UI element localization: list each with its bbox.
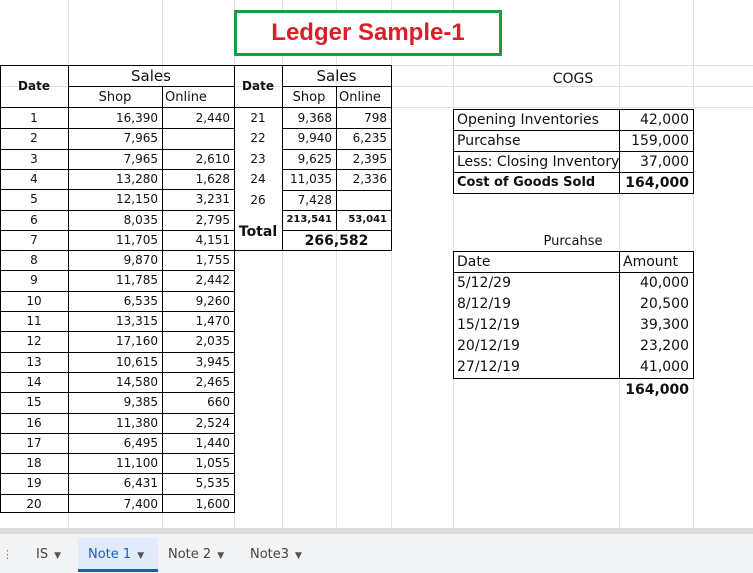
date-cell: 18 [26, 456, 42, 471]
online-cell: 660 [207, 395, 230, 410]
border-line [0, 291, 235, 292]
date-cell: 14 [26, 374, 42, 389]
date-cell: 1 [30, 111, 38, 125]
online-cell: 5,535 [195, 476, 230, 491]
online-header: Online [165, 90, 207, 105]
purchase-date: 8/12/19 [457, 296, 511, 312]
date-header: Date [18, 79, 50, 93]
shop-cell: 6,535 [123, 293, 158, 308]
shop-cell: 7,400 [123, 496, 158, 511]
shop-cell: 9,385 [123, 395, 158, 410]
border-line [0, 270, 235, 271]
date-cell: 9 [30, 273, 38, 288]
date-cell: 15 [26, 395, 42, 410]
online-cell: 2,442 [195, 273, 230, 288]
online-cell: 1,755 [195, 253, 230, 268]
cogs-label: Opening Inventories [457, 112, 599, 128]
date-cell: 10 [26, 293, 42, 308]
date-cell: 13 [26, 354, 42, 369]
tabs-menu-icon[interactable]: ⋮ [2, 548, 13, 561]
shop-cell-2: 11,035 [290, 172, 332, 187]
sales-header-2: Sales [316, 67, 357, 85]
online-cell: 1,470 [195, 314, 230, 328]
online-cell: 4,151 [195, 232, 230, 247]
border-line [0, 392, 235, 393]
shop-header-2: Shop [292, 90, 326, 105]
shop-cell: 9,870 [123, 253, 158, 268]
dropdown-arrow-icon[interactable]: ▼ [137, 551, 145, 561]
date-cell: 11 [26, 314, 42, 328]
border-line [0, 230, 235, 231]
shop-cell-2: 9,368 [297, 111, 332, 125]
shop-cell: 10,615 [116, 354, 158, 369]
purchase-amount: 41,000 [640, 359, 689, 375]
online-cell: 3,945 [195, 354, 230, 369]
purchase-amount: 20,500 [640, 296, 689, 312]
cogs-label: Purcahse [457, 133, 521, 149]
purchase-amount: 23,200 [640, 338, 689, 354]
date-cell: 3 [30, 151, 38, 166]
border-line [0, 128, 235, 129]
purchase-date: 5/12/29 [457, 275, 511, 291]
online-cell: 2,795 [195, 212, 230, 227]
border-line [0, 413, 235, 414]
date-cell: 17 [26, 435, 42, 450]
total-online: 53,041 [348, 214, 387, 225]
online-cell: 2,035 [195, 334, 230, 349]
border-line [0, 210, 235, 211]
date-header-2: Date [242, 79, 274, 93]
date-cell-2: 24 [250, 172, 266, 187]
purchase-header: Purcahse [543, 234, 603, 249]
sheet-tab-label: Note 1 [88, 547, 132, 562]
shop-cell-2: 9,625 [297, 151, 332, 166]
border-line [0, 352, 235, 353]
border-line [0, 250, 235, 251]
online-cell: 1,440 [195, 435, 230, 450]
shop-cell: 6,495 [123, 435, 158, 450]
online-cell: 1,600 [195, 496, 230, 511]
border-line [282, 169, 392, 170]
sales-header: Sales [131, 67, 171, 85]
cogs-value: 37,000 [640, 154, 689, 170]
shop-header: Shop [98, 90, 132, 105]
shop-cell: 13,280 [116, 171, 158, 186]
sheet-tab-label: Note3 [250, 547, 290, 562]
title-box [234, 10, 502, 56]
shop-cell-2: 9,940 [297, 131, 332, 146]
border-line [0, 311, 235, 312]
border-line [0, 149, 235, 150]
online-cell: 9,260 [195, 293, 230, 308]
online-cell-2: 2,395 [352, 151, 387, 166]
border-line [0, 169, 235, 170]
shop-cell: 7,965 [123, 151, 158, 166]
dropdown-arrow-icon[interactable]: ▼ [217, 551, 225, 561]
shop-cell: 6,431 [123, 476, 158, 491]
shop-cell: 12,150 [116, 192, 158, 207]
shop-cell: 11,785 [116, 273, 158, 288]
border-line [0, 372, 235, 373]
cogs-value: 42,000 [640, 112, 689, 128]
shop-cell-2: 7,428 [297, 192, 332, 207]
purchase-date: 15/12/19 [457, 317, 520, 333]
date-cell: 8 [30, 253, 38, 268]
shop-cell: 7,965 [123, 131, 158, 146]
dropdown-arrow-icon[interactable]: ▼ [54, 551, 62, 561]
date-cell-2: 23 [250, 151, 266, 166]
border-line [0, 473, 235, 474]
cogs-total-label: Cost of Goods Sold [457, 175, 596, 190]
online-cell: 1,628 [195, 171, 230, 186]
online-header-2: Online [339, 90, 381, 105]
border-line [0, 494, 235, 495]
purchase-date: 20/12/19 [457, 338, 520, 354]
sheet-title: Ledger Sample-1 [271, 19, 465, 46]
border-line [282, 128, 392, 129]
online-cell: 2,465 [195, 374, 230, 389]
shop-cell: 11,100 [116, 456, 158, 471]
purchase-date-header: Date [457, 254, 491, 270]
shop-cell: 16,390 [116, 111, 158, 125]
sheet-tab-label: Note 2 [168, 547, 212, 562]
date-cell: 7 [30, 232, 38, 247]
purchase-amount: 40,000 [640, 275, 689, 291]
date-cell-2: 22 [250, 131, 266, 146]
shop-cell: 11,380 [116, 415, 158, 430]
online-cell-2: 6,235 [352, 131, 387, 146]
purchase-date: 27/12/19 [457, 359, 520, 375]
online-cell-2: 798 [364, 111, 387, 125]
sheet-tab[interactable] [26, 538, 72, 572]
cogs-header: COGS [552, 71, 594, 87]
border-line [0, 189, 235, 190]
online-cell: 2,610 [195, 151, 230, 166]
online-cell: 2,524 [195, 415, 230, 430]
date-cell: 5 [30, 192, 38, 207]
shop-cell: 14,580 [116, 374, 158, 389]
date-cell: 12 [26, 334, 42, 349]
border-line [0, 331, 235, 332]
date-cell-2: 21 [250, 111, 266, 125]
grand-total: 266,582 [304, 233, 369, 249]
online-cell: 1,055 [195, 456, 230, 471]
cogs-total-value: 164,000 [625, 175, 689, 191]
purchase-total: 164,000 [625, 382, 689, 398]
date-cell-2: 26 [250, 192, 266, 207]
border-line [282, 210, 392, 211]
shop-cell: 11,705 [116, 232, 158, 247]
sheet-tab[interactable] [240, 538, 314, 572]
date-cell: 2 [30, 131, 38, 146]
sheet-tab-label: IS [36, 547, 49, 562]
horizontal-scrollbar[interactable] [0, 528, 753, 534]
online-cell: 2,440 [195, 111, 230, 125]
border-line [282, 230, 392, 231]
cogs-label: Less: Closing Inventory [457, 154, 620, 170]
sheet-tab[interactable] [158, 538, 238, 572]
dropdown-arrow-icon[interactable]: ▼ [295, 551, 302, 561]
date-cell: 20 [26, 496, 42, 511]
border-line [282, 149, 392, 150]
border-line [0, 453, 235, 454]
date-cell: 6 [30, 212, 38, 227]
border-line [0, 433, 235, 434]
online-cell: 3,231 [195, 192, 230, 207]
date-cell: 19 [26, 476, 42, 491]
sheet-tab[interactable] [78, 538, 158, 572]
shop-cell: 8,035 [123, 212, 158, 227]
purchase-amount: 39,300 [640, 317, 689, 333]
date-cell: 16 [26, 415, 42, 430]
online-cell-2: 2,336 [352, 172, 387, 187]
cogs-value: 159,000 [631, 133, 689, 149]
purchase-amount-header: Amount [623, 254, 679, 270]
total-label: Total [238, 224, 278, 240]
date-cell: 4 [30, 171, 38, 186]
shop-cell: 13,315 [116, 314, 158, 328]
total-shop: 213,541 [286, 214, 332, 225]
border-line [282, 190, 392, 191]
shop-cell: 17,160 [116, 334, 158, 349]
